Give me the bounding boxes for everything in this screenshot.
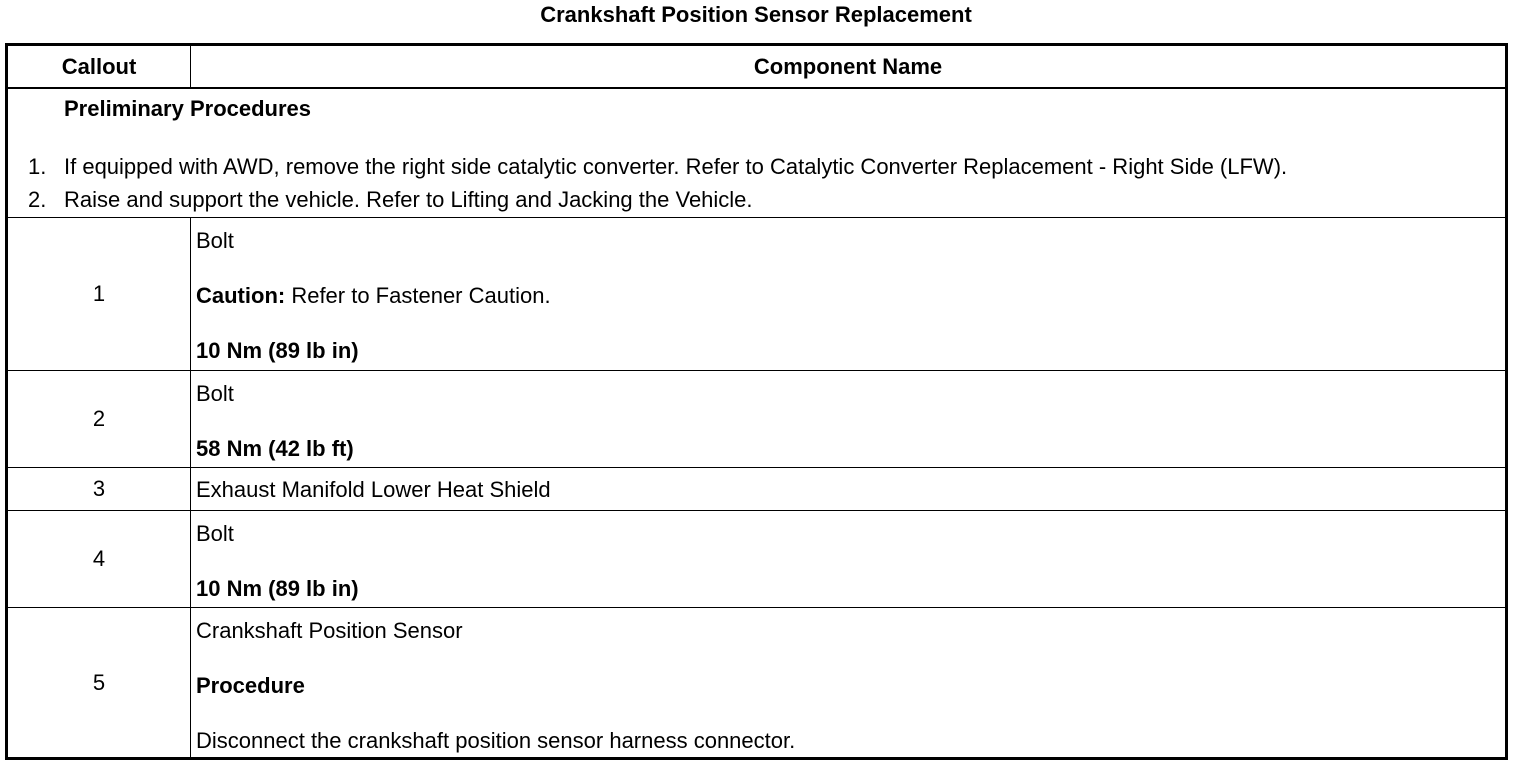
preliminary-procedures-heading: Preliminary Procedures [64,96,312,121]
preliminary-procedures-row [8,89,1505,218]
callout-column-header: Callout [61,54,137,79]
step-number: 1. [28,154,47,179]
component-name: Bolt [196,228,234,253]
torque-spec: 10 Nm (89 lb in) [196,576,359,601]
torque-spec: 58 Nm (42 lb ft) [196,436,354,461]
component-name: Crankshaft Position Sensor [196,618,463,643]
step-text: If equipped with AWD, remove the right side catalytic converter. Refer to Catalytic Converter Replacement - Right Side (LFW). [64,154,1288,179]
preliminary-step [8,150,1287,183]
callout-number: 5 [92,669,106,695]
table-header-row [8,46,1505,89]
caution-text: Refer to Fastener Caution. [285,283,551,308]
callout-number: 2 [92,406,106,431]
procedure-text: Disconnect the crankshaft position sensor harness connector. [196,728,796,753]
callout-cell [8,511,190,607]
component-name-column-header: Component Name [753,54,943,79]
procedure-label: Procedure [196,673,305,698]
callout-cell [8,468,190,510]
caution-note [196,283,551,309]
component-name: Exhaust Manifold Lower Heat Shield [196,477,551,502]
table-row [8,218,1505,371]
table-row [8,608,1505,757]
caution-label: Caution: [196,283,286,308]
callout-number: 4 [92,546,106,571]
column-divider [190,371,191,467]
table-row [8,468,1505,511]
callout-number: 3 [92,476,106,501]
callout-number: 1 [92,281,106,306]
components-table [5,43,1508,760]
step-number: 2. [28,187,47,212]
column-divider [190,511,191,607]
callout-cell [8,218,190,370]
torque-spec: 10 Nm (89 lb in) [196,338,359,363]
table-row [8,371,1505,468]
component-name: Bolt [196,521,234,546]
component-name: Bolt [196,381,234,406]
column-divider [190,468,191,510]
preliminary-step [8,183,1287,216]
table-row [8,511,1505,608]
callout-cell [8,371,190,467]
preliminary-steps-list [8,150,1287,216]
step-text: Raise and support the vehicle. Refer to Lifting and Jacking the Vehicle. [64,187,753,212]
document-title: Crankshaft Position Sensor Replacement [540,2,972,27]
column-divider [190,608,191,757]
callout-cell [8,608,190,757]
column-divider [190,218,191,370]
